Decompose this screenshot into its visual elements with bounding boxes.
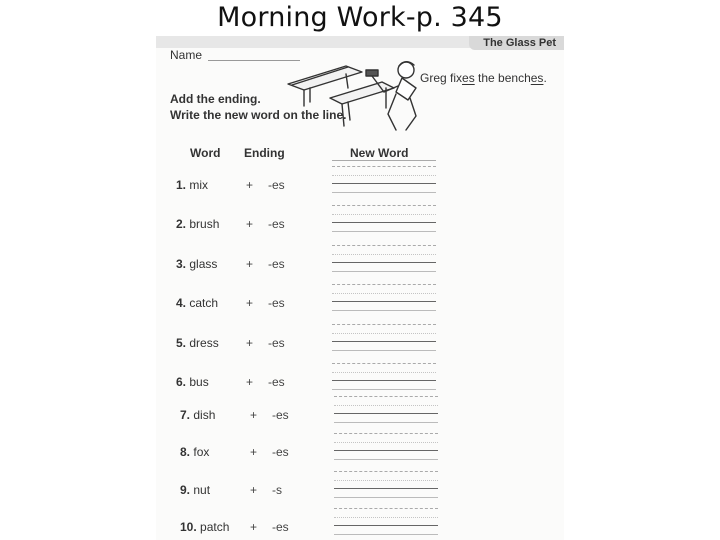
writing-line-mid — [334, 405, 438, 406]
writing-line-bottom — [334, 422, 438, 423]
exercise-item: 7. dish — [180, 408, 216, 422]
plus-sign: + — [246, 217, 254, 231]
ending-suffix: -es — [268, 375, 285, 389]
writing-line-base — [332, 222, 436, 223]
ending-suffix: -es — [268, 257, 285, 271]
writing-line-top — [332, 205, 436, 206]
writing-line-top — [332, 166, 436, 167]
writing-line-bottom — [332, 389, 436, 390]
writing-line-mid — [334, 442, 438, 443]
answer-writing-lines[interactable] — [334, 471, 438, 499]
writing-line-bottom — [332, 231, 436, 232]
exercise-item: 9. nut — [180, 483, 211, 497]
writing-line-mid — [332, 254, 436, 255]
answer-writing-lines[interactable] — [332, 245, 436, 273]
writing-line-top — [332, 363, 436, 364]
plus-sign: + — [250, 408, 258, 422]
column-header-word: Word — [190, 146, 221, 160]
writing-line-mid — [332, 333, 436, 334]
writing-line-bottom — [334, 459, 438, 460]
writing-line-bottom — [332, 271, 436, 272]
plus-sign: + — [250, 520, 258, 534]
plus-sign: + — [246, 178, 254, 192]
column-header-ending: Ending — [244, 146, 285, 160]
plus-sign: + — [246, 257, 254, 271]
writing-line-top — [332, 245, 436, 246]
exercise-row — [156, 520, 564, 540]
answer-writing-lines[interactable] — [332, 363, 436, 391]
answer-writing-lines[interactable] — [334, 508, 438, 536]
story-title-badge: The Glass Pet — [469, 36, 564, 50]
writing-line-base — [332, 341, 436, 342]
plus-sign: + — [250, 445, 258, 459]
writing-line-top — [334, 471, 438, 472]
example-caption: Greg fixes the benches. — [420, 71, 547, 85]
ending-suffix: -es — [268, 217, 285, 231]
writing-line-mid — [334, 480, 438, 481]
header-rule — [332, 160, 436, 161]
writing-line-mid — [334, 517, 438, 518]
exercise-row — [156, 217, 564, 247]
exercise-item: 5. dress — [176, 336, 219, 350]
ending-suffix: -es — [268, 336, 285, 350]
writing-line-bottom — [332, 310, 436, 311]
ending-suffix: -s — [272, 483, 282, 497]
exercise-item: 3. glass — [176, 257, 218, 271]
exercise-row — [156, 178, 564, 208]
answer-writing-lines[interactable] — [332, 284, 436, 312]
slide-title: Morning Work-p. 345 — [217, 2, 503, 33]
plus-sign: + — [250, 483, 258, 497]
answer-writing-lines[interactable] — [334, 396, 438, 424]
writing-line-mid — [332, 214, 436, 215]
plus-sign: + — [246, 336, 254, 350]
writing-line-top — [332, 324, 436, 325]
ending-suffix: -es — [268, 178, 285, 192]
writing-line-base — [334, 413, 438, 414]
answer-writing-lines[interactable] — [332, 166, 436, 194]
writing-line-base — [334, 450, 438, 451]
exercise-row — [156, 296, 564, 326]
exercise-item: 6. bus — [176, 375, 209, 389]
writing-line-base — [334, 488, 438, 489]
exercise-item: 8. fox — [180, 445, 210, 459]
exercise-item: 4. catch — [176, 296, 219, 310]
writing-line-bottom — [334, 497, 438, 498]
writing-line-mid — [332, 175, 436, 176]
exercise-item: 2. brush — [176, 217, 220, 231]
exercise-row — [156, 257, 564, 287]
exercise-row — [156, 336, 564, 366]
writing-line-base — [332, 183, 436, 184]
writing-line-bottom — [332, 350, 436, 351]
answer-writing-lines[interactable] — [332, 324, 436, 352]
writing-line-top — [334, 508, 438, 509]
ending-suffix: -es — [268, 296, 285, 310]
writing-line-bottom — [332, 192, 436, 193]
ending-suffix: -es — [272, 520, 289, 534]
exercise-item: 1. mix — [176, 178, 209, 192]
ending-suffix: -es — [272, 408, 289, 422]
boy-hammering-bench-illustration — [286, 58, 422, 136]
writing-line-top — [332, 284, 436, 285]
instruction-write-word: Write the new word on the line. — [170, 108, 347, 122]
worksheet-page — [156, 36, 564, 540]
name-label: Name — [170, 48, 203, 62]
writing-line-mid — [332, 293, 436, 294]
writing-line-base — [334, 525, 438, 526]
instruction-add-ending: Add the ending. — [170, 92, 261, 106]
plus-sign: + — [246, 296, 254, 310]
ending-suffix: -es — [272, 445, 289, 459]
plus-sign: + — [246, 375, 254, 389]
exercise-item: 10. patch — [180, 520, 230, 534]
answer-writing-lines[interactable] — [334, 433, 438, 461]
writing-line-top — [334, 433, 438, 434]
writing-line-base — [332, 380, 436, 381]
writing-line-bottom — [334, 534, 438, 535]
writing-line-base — [332, 262, 436, 263]
answer-writing-lines[interactable] — [332, 205, 436, 233]
writing-line-mid — [332, 372, 436, 373]
writing-line-top — [334, 396, 438, 397]
writing-line-base — [332, 301, 436, 302]
column-header-new-word: New Word — [350, 146, 409, 160]
